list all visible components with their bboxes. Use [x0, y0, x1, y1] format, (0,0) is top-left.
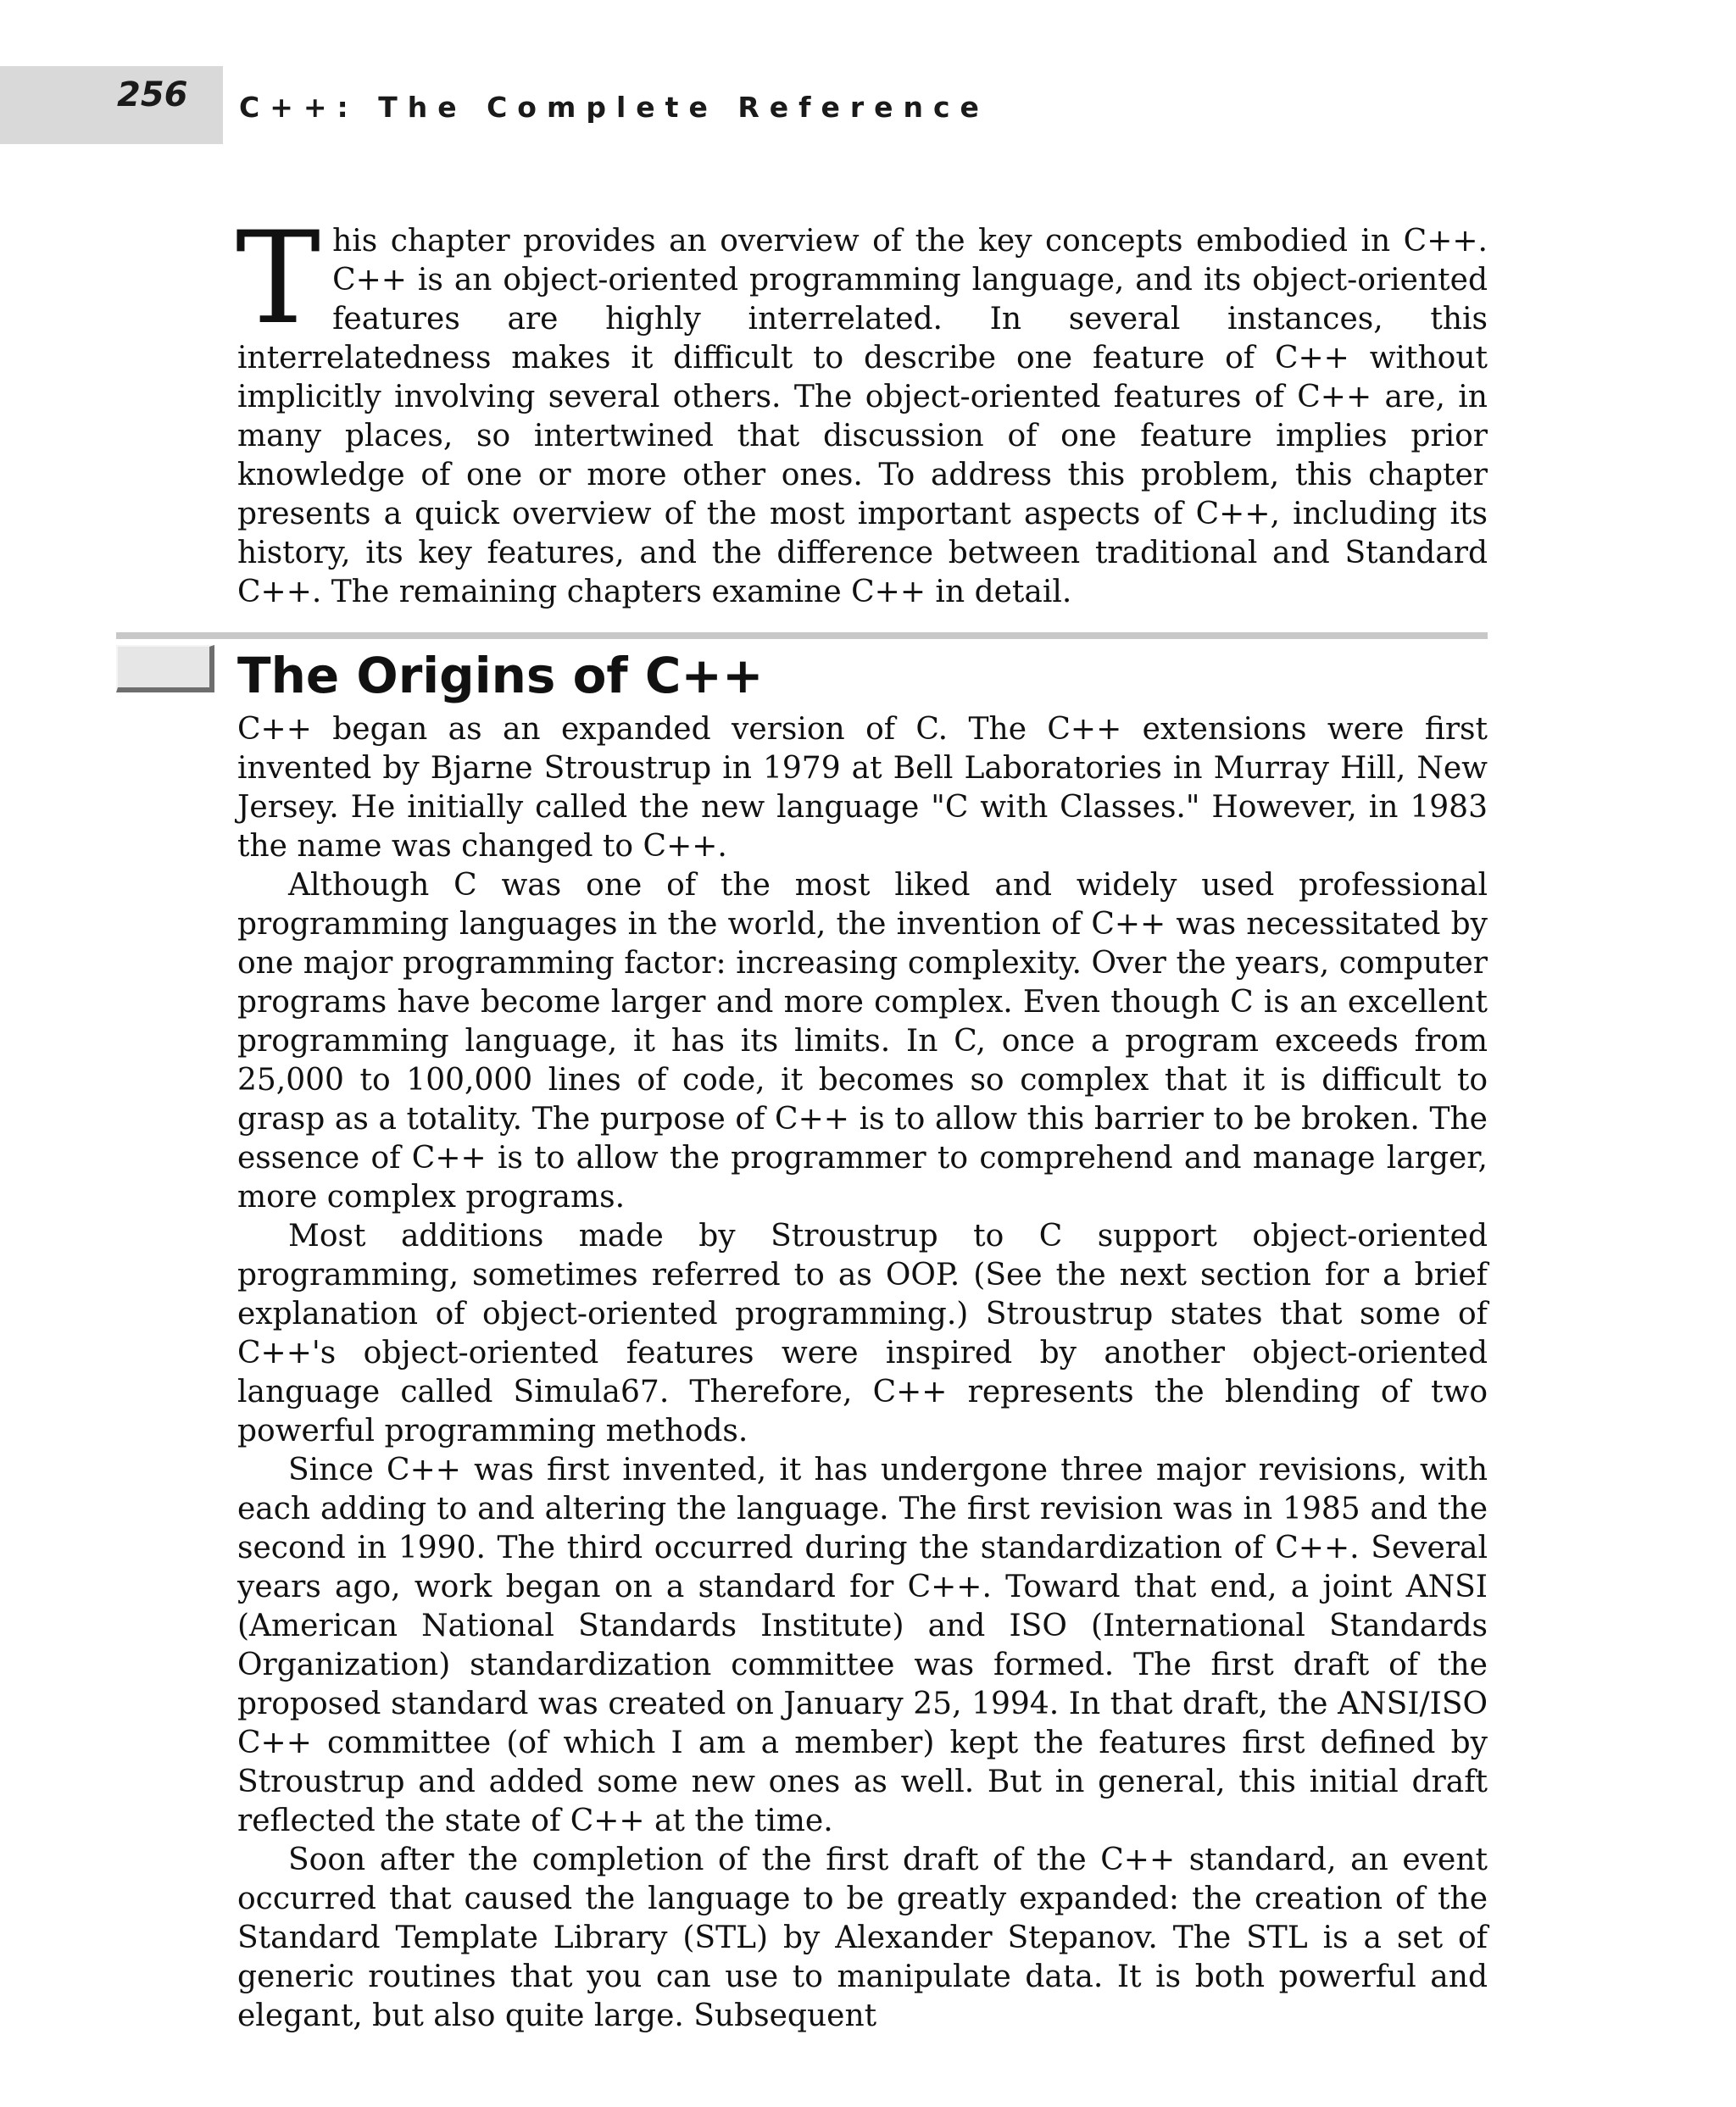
body-paragraph: Although C was one of the most liked and widely used professional programming languages in the world, the invention of C++ was necessitated by one major programming factor: increasing complexity. Over the years, computer programs have become larger and more complex. Even though C is an excellent programming language, it has its limits. In C, once a program exceeds from 25,000 to 100,000 lines of code, it becomes so complex that it is difficult to grasp as a totality. The purpose of C++ is to allow this barrier to be broken. The essence of C++ is to allow the programmer to comprehend and manage larger, more complex programs. — [237, 868, 1488, 1215]
section-heading: The Origins of C++ — [237, 647, 764, 704]
section-rule — [116, 632, 1488, 639]
section-marker-icon — [116, 645, 214, 692]
body-paragraph: Most additions made by Stroustrup to C support object-oriented programming, sometimes referred to as OOP. (See the next section for a brief explanation of object-oriented programming.) Stroustrup states that some of C++'s object-oriented features were inspired by another object-oriented language called Simula67. Therefore, C++ represents the blending of two powerful programming methods. — [237, 1219, 1488, 1448]
intro-body: his chapter provides an overview of the key concepts embodied in C++. C++ is an object-oriented programming language, and its object-oriented features are highly interrelated. In several instances, this interrelatedness makes it difficult to describe one feature of C++ without implicitly involving several others. The object-oriented features of C++ are, in many places, so intertwined that discussion of one feature implies prior knowledge of one or more other ones. To address this problem, this chapter presents a quick overview of the most important aspects of C++, including its history, its key features, and the difference between traditional and Standard C++. The remaining chapters examine C++ in detail. — [237, 224, 1488, 609]
body-paragraph: C++ began as an expanded version of C. The C++ extensions were first invented by Bjarne Stroustrup in 1979 at Bell Laboratories in Murray Hill, New Jersey. He initially called the new language "C with Classes." However, in 1983 the name was changed to C++. — [237, 712, 1488, 864]
drop-cap: T — [236, 205, 321, 353]
running-title: C++: The Complete Reference — [239, 91, 989, 124]
body-paragraph: Soon after the completion of the first draft of the C++ standard, an event occurred that caused the language to be greatly expanded: the creation of the Standard Template Library (STL) by Alexander Stepanov. The STL is a set of generic routines that you can use to manipulate data. It is both powerful and elegant, but also quite large. Subsequent — [237, 1843, 1488, 2033]
page-number: 256 — [117, 75, 188, 114]
body-paragraph: Since C++ was first invented, it has undergone three major revisions, with each adding to and altering the language. The first revision was in 1985 and the second in 1990. The third occurred during the standardization of C++. Several years ago, work began on a standard for C++. Toward that end, a joint ANSI (American National Standards Institute) and ISO (International Standards Organization) standardization committee was formed. The first draft of the proposed standard was created on January 25, 1994. In that draft, the ANSI/ISO C++ committee (of which I am a member) kept the features first defined by Stroustrup and added some new ones as well. But in general, this initial draft reflected the state of C++ at the time. — [237, 1453, 1488, 1838]
page-number-box — [0, 66, 223, 144]
intro-paragraph — [236, 205, 1488, 612]
section-body — [237, 710, 1488, 2036]
intro-text — [236, 205, 1488, 612]
